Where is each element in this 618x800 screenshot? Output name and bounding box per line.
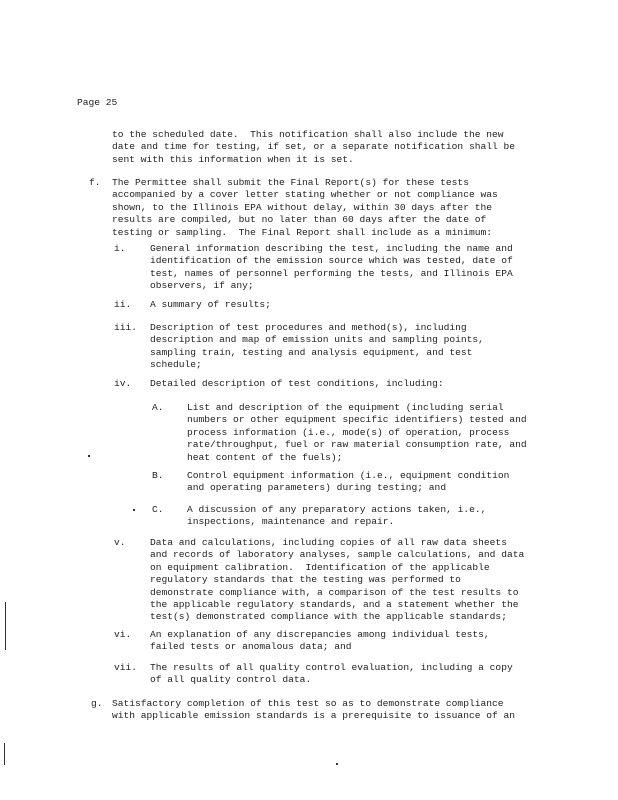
paragraph-line: on equipment calibration. Identification of the applicable <box>150 561 490 573</box>
item-iii-text <box>150 322 484 372</box>
paragraph-line: Control equipment information (i.e., equipment condition <box>187 470 510 481</box>
subitem-b-text <box>187 470 509 495</box>
paragraph-line: accompanied by a cover letter stating whether or not compliance was <box>112 189 498 201</box>
item-number: vii. <box>114 662 138 673</box>
paragraph-line: rate/throughput, fuel or raw material consumption rate, and <box>187 439 527 451</box>
paragraph-line: date and time for testing, if set, or a separate notification shall be <box>112 141 516 153</box>
paragraph-line: regulatory standards that the testing was performed to <box>150 574 461 586</box>
item-number: iv. <box>114 378 132 389</box>
paragraph-line: of all quality control data. <box>150 674 312 686</box>
paragraph-line: The Permittee shall submit the Final Report(s) for these tests <box>112 177 469 188</box>
scan-mark <box>5 602 6 650</box>
paragraph-line: failed tests or anomalous data; and <box>150 641 352 653</box>
item-vi-text <box>150 629 490 654</box>
item-number: ii. <box>114 299 132 310</box>
paragraph-line: numbers or other equipment specific identifiers) tested and <box>187 414 527 426</box>
paragraph-line: test(s) demonstrated compliance with the applicable standards; <box>150 611 507 623</box>
item-v-text <box>150 537 524 624</box>
paragraph-line: observers, if any; <box>150 280 254 292</box>
paragraph-line: schedule; <box>150 359 202 371</box>
item-iv-text <box>150 378 444 390</box>
section-f-letter: f. <box>89 177 101 188</box>
section-f-paragraph <box>112 177 498 239</box>
item-number: i. <box>114 243 126 254</box>
paragraph-line: Description of test procedures and method(s), including <box>150 322 467 333</box>
scan-mark <box>133 509 135 511</box>
scan-mark <box>4 743 5 765</box>
paragraph-line: Data and calculations, including copies of all raw data sheets <box>150 537 507 548</box>
paragraph-line: demonstrate compliance with, a comparison of the test results to <box>150 586 519 598</box>
scan-mark <box>88 455 90 457</box>
item-number: vi. <box>114 629 132 640</box>
section-g-letter: g. <box>91 698 103 709</box>
subitem-letter: A. <box>152 402 164 413</box>
paragraph-line: process information (i.e., mode(s) of operation, process <box>187 426 510 438</box>
paragraph-line: test, names of personnel performing the tests, and Illinois EPA <box>150 267 513 279</box>
paragraph-line: the applicable regulatory standards, and a statement whether the <box>150 598 519 610</box>
scan-mark <box>336 763 338 765</box>
paragraph-line: to the scheduled date. This notification shall also include the new <box>112 129 504 140</box>
paragraph-line: with applicable emission standards is a prerequisite to issuance of an <box>112 710 516 722</box>
paragraph-line: General information describing the test, including the name and <box>150 243 513 254</box>
paragraph-line: sampling train, testing and analysis equipment, and test <box>150 346 473 358</box>
page-number: Page 25 <box>77 97 118 108</box>
item-number: v. <box>114 537 126 548</box>
paragraph-line: testing or sampling. The Final Report shall include as a minimum: <box>112 226 492 238</box>
paragraph-line: identification of the emission source which was tested, date of <box>150 255 513 267</box>
item-ii-text <box>150 299 271 311</box>
subitem-a-text <box>187 402 527 464</box>
subitem-letter: B. <box>152 470 164 481</box>
paragraph-line: description and map of emission units and sampling points, <box>150 334 484 346</box>
paragraph-line: A discussion of any preparatory actions taken, i.e., <box>187 504 487 515</box>
section-g-paragraph <box>112 698 515 723</box>
paragraph-line: shown, to the Illinois EPA without delay, within 30 days after the <box>112 201 492 213</box>
paragraph-line: Satisfactory completion of this test so as to demonstrate compliance <box>112 698 504 709</box>
item-vii-text <box>150 662 513 687</box>
item-number: iii. <box>114 322 138 333</box>
paragraph-line: and operating parameters) during testing; and <box>187 482 447 494</box>
paragraph-line: An explanation of any discrepancies among individual tests, <box>150 629 490 640</box>
paragraph-line: and records of laboratory analyses, sample calculations, and data <box>150 549 525 561</box>
paragraph-line: A summary of results; <box>150 299 271 310</box>
paragraph-line: The results of all quality control evaluation, including a copy <box>150 662 513 673</box>
paragraph-line: sent with this information when it is set. <box>112 153 354 165</box>
paragraph-line: List and description of the equipment (including serial <box>187 402 504 413</box>
paragraph-line: Detailed description of test conditions, including: <box>150 378 444 389</box>
subitem-letter: C. <box>152 504 164 515</box>
subitem-c-text <box>187 504 486 529</box>
item-i-text <box>150 243 513 293</box>
paragraph-line: inspections, maintenance and repair. <box>187 516 395 528</box>
paragraph-line: results are compiled, but no later than 60 days after the date of <box>112 214 487 226</box>
paragraph-line: heat content of the fuels); <box>187 451 343 463</box>
intro-paragraph <box>112 129 515 166</box>
